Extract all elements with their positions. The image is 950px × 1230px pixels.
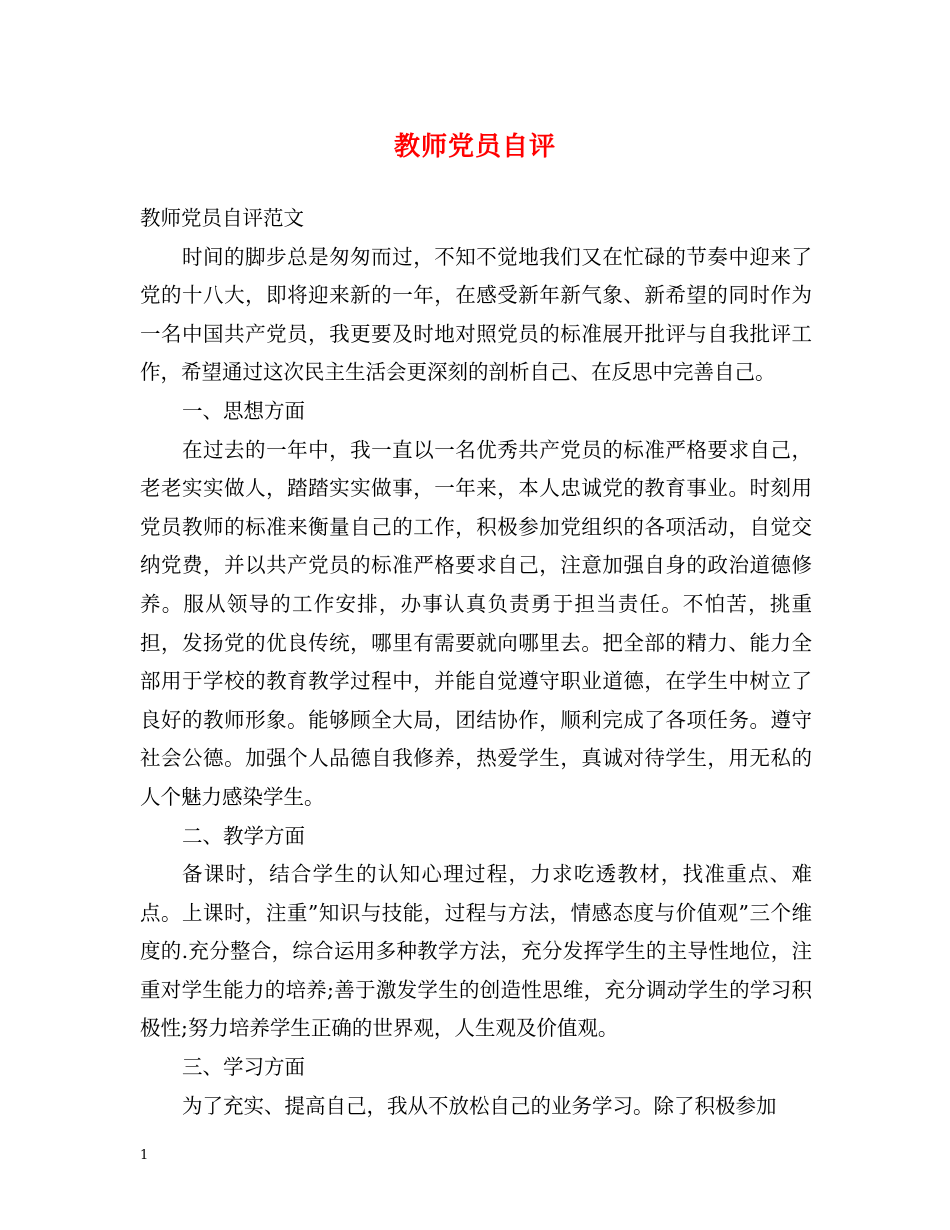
ideology-paragraph: 在过去的一年中，我一直以一名优秀共产党员的标准严格要求自己，老老实实做人，踏踏实实做事，一年来，本人忠诚党的教育事业。时刻用党员教师的标准来衡量自己的工作，积极参加党组织的各项活动，自觉交纳党费，并以共产党员的标准严格要求自己，注意加强自身的政治道德修养。服从领导的工作安排，办事认真负责勇于担当责任。不怕苦，挑重担，发扬党的优良传统，哪里有需要就向哪里去。把全部的精力、能力全部用于学校的教育教学过程中，并能自觉遵守职业道德，在学生中树立了良好的教师形象。能够顾全大局，团结协作，顺利完成了各项任务。遵守社会公德。加强个人品德自我修养，热爱学生，真诚对待学生，用无私的人个魅力感染学生。 [140, 437, 812, 809]
document-subtitle: 教师党员自评范文 [140, 206, 304, 230]
section-heading-ideology: 一、思想方面 [182, 398, 305, 423]
teaching-paragraph: 备课时，结合学生的认知心理过程，力求吃透教材，找准重点、难点。上课时，注重”知识与技能，过程与方法，情感态度与价值观”三个维度的.充分整合，综合运用多种教学方法，充分发挥学生的主导性地位，注重对学生能力的培养;善于激发学生的创造性思维，充分调动学生的学习积极性;努力培养学生正确的世界观，人生观及价值观。 [140, 862, 812, 1041]
section-heading-study: 三、学习方面 [182, 1055, 305, 1080]
section-heading-teaching: 二、教学方面 [182, 823, 305, 848]
study-paragraph: 为了充实、提高自己，我从不放松自己的业务学习。除了积极参加 [182, 1093, 777, 1118]
page-number: 1 [140, 1148, 149, 1163]
document-body [140, 199, 812, 1125]
document-title: 教师党员自评 [393, 132, 556, 162]
intro-paragraph: 时间的脚步总是匆匆而过，不知不觉地我们又在忙碌的节奏中迎来了党的十八大，即将迎来新的一年，在感受新年新气象、新希望的同时作为一名中国共产党员，我更要及时地对照党员的标准展开批评与自我批评工作，希望通过这次民主生活会更深刻的剖析自己、在反思中完善自己。 [140, 244, 812, 385]
